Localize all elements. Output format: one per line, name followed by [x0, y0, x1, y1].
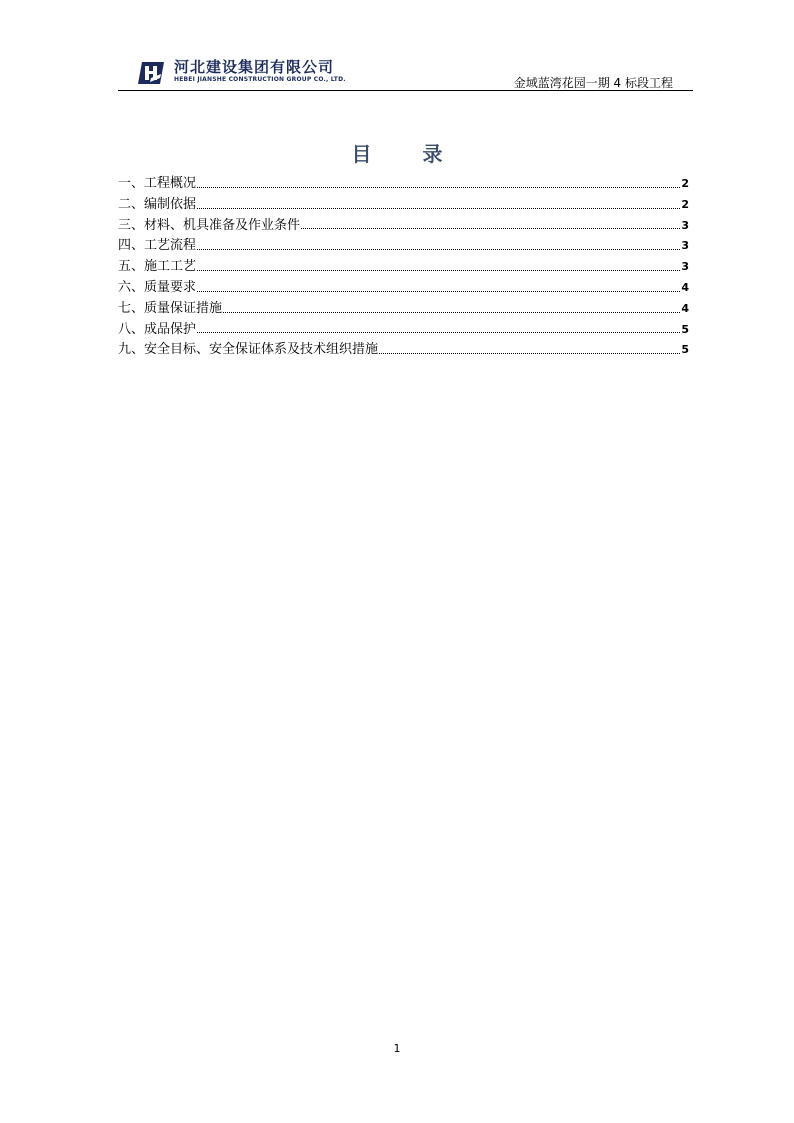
toc-entry-page: 2	[681, 177, 689, 190]
toc-entry-page: 3	[681, 218, 689, 232]
toc-leader-dots	[197, 331, 680, 333]
toc-entry[interactable]	[118, 234, 689, 255]
toc-entry[interactable]	[118, 172, 689, 193]
toc-title: 目 录	[351, 142, 465, 166]
toc-leader-dots	[197, 269, 680, 271]
toc-entry[interactable]	[118, 214, 689, 235]
toc-entry-label: 一、工程概况	[118, 176, 197, 191]
toc-entry-label: 四、工艺流程	[118, 238, 197, 254]
company-name-en: HEBEI JIANSHE CONSTRUCTION GROUP CO., LTD.	[174, 76, 346, 83]
toc-entry-page: 3	[681, 260, 689, 274]
project-name: 金域蓝湾花园一期 4 标段工程	[513, 76, 673, 90]
toc-entry-label: 九、安全目标、安全保证体系及技术组织措施	[118, 342, 379, 358]
header-divider	[118, 90, 693, 91]
toc-leader-dots	[379, 352, 680, 354]
toc-entry[interactable]	[118, 318, 689, 339]
toc-entry[interactable]	[118, 297, 689, 318]
toc-leader-dots	[223, 311, 680, 313]
toc-entry-page: 2	[681, 197, 689, 211]
toc-entry-page: 4	[681, 280, 689, 294]
toc-entry-label: 五、施工工艺	[118, 259, 197, 275]
toc-entry[interactable]	[118, 193, 689, 214]
toc-entry-label: 八、成品保护	[118, 321, 197, 337]
toc-leader-dots	[197, 186, 680, 188]
page-number: 1	[393, 1042, 401, 1055]
toc-entry-label: 六、质量要求	[118, 279, 197, 295]
toc-leader-dots	[197, 248, 680, 250]
toc-entry-page: 5	[681, 343, 689, 357]
toc-entry[interactable]	[118, 338, 689, 359]
page-header	[118, 56, 693, 91]
toc-entry-page: 5	[681, 322, 689, 336]
table-of-contents	[118, 172, 689, 359]
toc-leader-dots	[301, 227, 680, 229]
toc-entry-label: 七、质量保证措施	[118, 300, 223, 316]
toc-entry-page: 3	[681, 239, 689, 253]
toc-entry[interactable]	[118, 276, 689, 297]
toc-entry[interactable]	[118, 255, 689, 276]
toc-entry-label: 三、材料、机具准备及作业条件	[118, 217, 301, 233]
company-logo-icon	[138, 60, 166, 86]
company-name-cn: 河北建设集团有限公司	[174, 58, 335, 76]
toc-entry-page: 4	[681, 301, 689, 315]
toc-entry-label: 二、编制依据	[118, 196, 197, 212]
toc-leader-dots	[197, 207, 680, 209]
toc-leader-dots	[197, 290, 680, 292]
